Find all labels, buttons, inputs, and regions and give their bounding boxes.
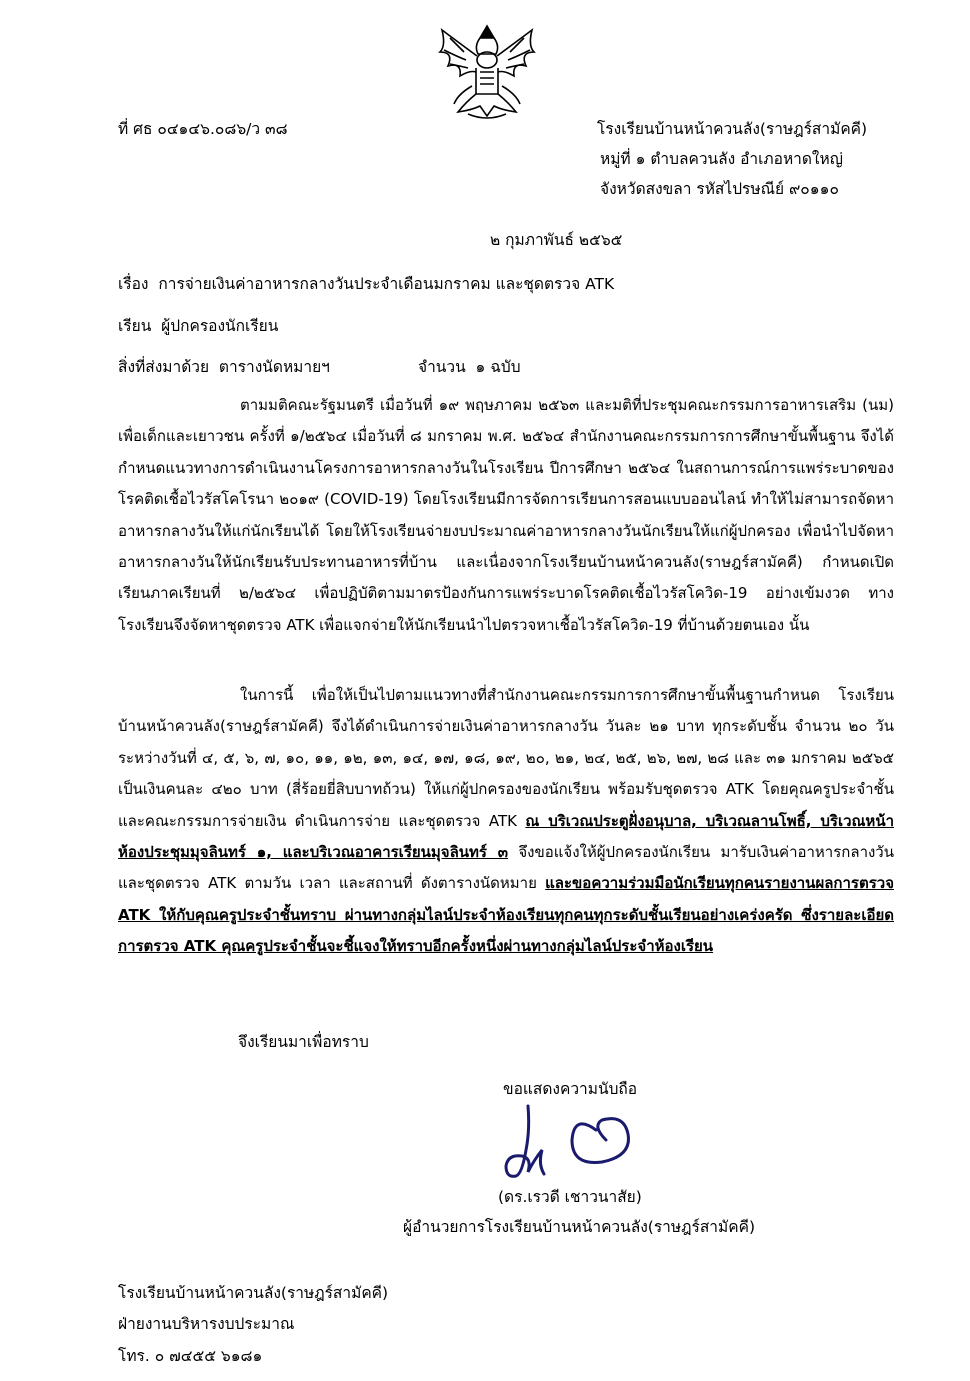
- recipient-line: [118, 313, 278, 338]
- enclosure-count-label: จำนวน: [418, 358, 466, 376]
- subject-label: เรื่อง: [118, 275, 149, 293]
- closing-regards: ขอแสดงความนับถือ: [503, 1080, 638, 1098]
- body-paragraph-1: [118, 390, 894, 641]
- footer-line-2: ฝ่ายงานบริหารงบประมาณ: [118, 1315, 295, 1333]
- signer-title: ผู้อำนวยการโรงเรียนบ้านหน้าควนลัง(ราษฎร์สามัคคี): [403, 1218, 755, 1236]
- enclosure-count: [418, 354, 521, 379]
- recipient-text: ผู้ปกครองนักเรียน: [161, 317, 279, 335]
- signature: [492, 1100, 652, 1182]
- school-address-line-2: หมู่ที่ ๑ ตำบลควนลัง อำเภอหาดใหญ่: [600, 150, 843, 168]
- enclosure-label: สิ่งที่ส่งมาด้วย: [118, 358, 210, 376]
- paragraph-2-part-1: ในการนี้ เพื่อให้เป็นไปตามแนวทางที่สำนักงานคณะกรรมการการศึกษาขั้นพื้นฐานกำหนด โรงเรียนบ้านหน้าควนลัง(ราษฎร์สามัคคี) จึงได้ดำเนินการจ่ายเงินค่าอาหารกลางวัน วันละ ๒๑ บาท ทุกระดับชั้น จำนวน ๒๐ วัน ระหว่างวันที่ ๔, ๕, ๖, ๗, ๑๐, ๑๑, ๑๒, ๑๓, ๑๔, ๑๗, ๑๘, ๑๙, ๒๐, ๒๑, ๒๔, ๒๕, ๒๖, ๒๗, ๒๘ และ ๓๑ มกราคม ๒๕๖๕ เป็นเงินคนละ ๔๒๐ บาท (สี่ร้อยยี่สิบบาทถ้วน) ให้แก่ผู้ปกครองของนักเรียน พร้อมรับชุดตรวจ ATK โดยคุณครูประจำชั้น และคณะกรรมการจ่ายเงิน ดำเนินการจ่าย และชุดตรวจ ATK: [118, 686, 894, 830]
- school-address-line-3: จังหวัดสงขลา รหัสไปรษณีย์ ๙๐๑๑๐: [600, 180, 839, 198]
- enclosure-count-value: ๑ ฉบับ: [475, 358, 521, 376]
- paragraph-2-part-2: จึงขอแจ้งให้ผู้ปกครองนักเรียน มารับเงินค่าอาหารกลางวัน และชุดตรวจ ATK ตามวัน เวลา และสถานที่ ดังตารางนัดหมาย: [118, 843, 894, 893]
- footer-phone: โทร. ๐ ๗๔๕๕ ๖๑๘๑: [118, 1347, 263, 1365]
- subject-line: [118, 271, 614, 296]
- paragraph-1-text: ตามมติคณะรัฐมนตรี เมื่อวันที่ ๑๙ พฤษภาคม ๒๕๖๓ และมติที่ประชุมคณะกรรมการอาหารเสริม (นม) เพื่อเด็กและเยาวชน ครั้งที่ ๑/๒๕๖๔ เมื่อวันที่ ๘ มกราคม พ.ศ. ๒๕๖๔ สำนักงานคณะกรรมการการศึกษาขั้นพื้นฐาน จึงได้กำหนดแนวทางการดำเนินงานโครงการอาหารกลางวันในโรงเรียน ปีการศึกษา ๒๕๖๔ ในสถานการณ์การแพร่ระบาดของโรคติดเชื้อไวรัสโคโรนา ๒๐๑๙ (COVID-19) โดยโรงเรียนมีการจัดการเรียนการสอนแบบออนไลน์ ทำให้ไม่สามารถจัดหาอาหารกลางวันให้แก่นักเรียนได้ โดยให้โรงเรียนจ่ายงบประมาณค่าอาหารกลางวันนักเรียนให้แก่ผู้ปกครอง เพื่อนำไปจัดหาอาหารกลางวันให้นักเรียนรับประทานอาหารที่บ้าน และเนื่องจากโรงเรียนบ้านหน้าควนลัง(ราษฎร์สามัคคี) กำหนดเปิดเรียนภาคเรียนที่ ๒/๒๕๖๔ เพื่อปฏิบัติตามมาตรป้องกันการแพร่ระบาดโรคติดเชื้อไวรัสโควิด-19 อย่างเข้มงวด ทางโรงเรียนจึงจัดหาชุดตรวจ ATK เพื่อแจกจ่ายให้นักเรียนนำไปตรวจหาเชื้อไวรัสโควิด-19 ที่บ้านด้วยตนเอง นั้น: [118, 396, 895, 634]
- letter-date: ๒ กุมภาพันธ์ ๒๕๖๕: [490, 231, 623, 249]
- closing-notice: จึงเรียนมาเพื่อทราบ: [238, 1033, 369, 1051]
- recipient-label: เรียน: [118, 317, 152, 335]
- school-address-line-1: โรงเรียนบ้านหน้าควนลัง(ราษฎร์สามัคคี): [597, 120, 868, 138]
- garuda-emblem: [428, 22, 546, 122]
- body-paragraph-2: [118, 680, 894, 963]
- enclosure-item: ตารางนัดหมายฯ: [218, 358, 330, 376]
- paragraph-2-underline-request: และขอความร่วมมือนักเรียนทุกคนรายงานผลการตรวจ ATK ให้กับคุณครูประจำชั้นทราบ ผ่านทางกลุ่มไลน์ประจำห้องเรียนทุกคนทุกระดับชั้นเรียนอย่างเคร่งครัด ซึ่งรายละเอียดการตรวจ ATK คุณครูประจำชั้นจะชี้แจงให้ทราบอีกครั้งหนึ่งผ่านทางกลุ่มไลน์ประจำห้องเรียน: [118, 874, 894, 956]
- subject-text: การจ่ายเงินค่าอาหารกลางวันประจำเดือนมกราคม และชุดตรวจ ATK: [158, 275, 615, 293]
- enclosure-line: [118, 354, 330, 379]
- footer-line-1: โรงเรียนบ้านหน้าควนลัง(ราษฎร์สามัคคี): [118, 1284, 389, 1302]
- reference-number: ที่ ศธ ๐๔๑๔๖.๐๘๖/ว ๓๘: [118, 120, 288, 138]
- signer-name: (ดร.เรวดี เชาวนาสัย): [498, 1188, 642, 1206]
- paragraph-2-underline-locations: ณ บริเวณประตูฝั่งอนุบาล, บริเวณลานโพธิ์, บริเวณหน้าห้องประชุมมุจลินทร์ ๑, และบริเวณอาคารเรียนมุจลินทร์ ๓: [118, 811, 894, 862]
- paragraph-2-text: [118, 680, 894, 963]
